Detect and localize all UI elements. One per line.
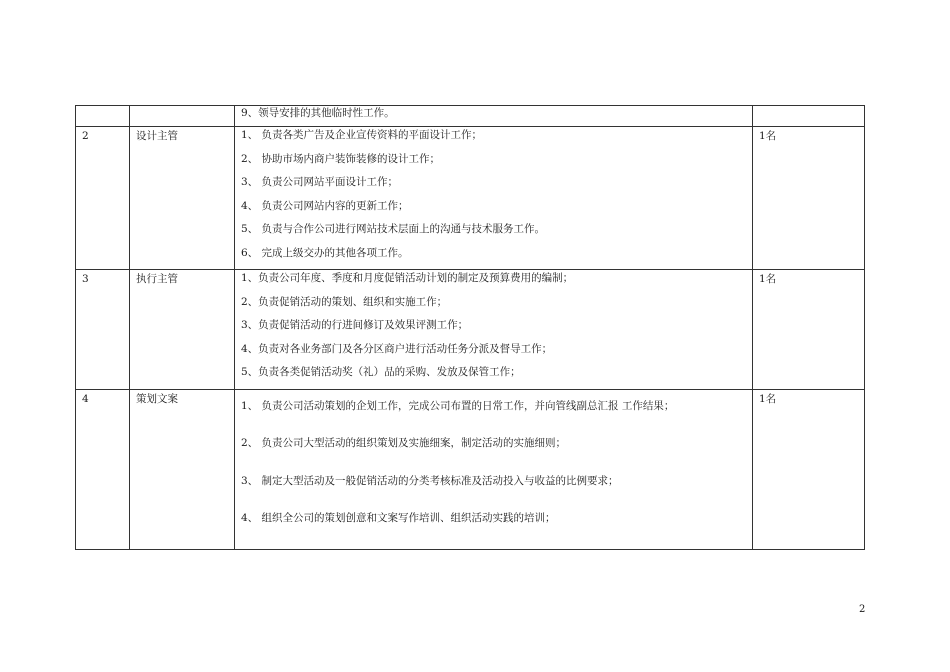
duty-item: 2、 协助市场内商户装饰装修的设计工作； — [241, 152, 441, 165]
duty-item: 4、 组织全公司的策划创意和文案写作培训、组织活动实践的培训； — [241, 512, 556, 524]
duty-item: 5、 负责与合作公司进行网站技术层面上的沟通与技术服务工作。 — [241, 223, 546, 235]
row-number-cell — [76, 106, 130, 127]
role-cell — [130, 106, 235, 127]
duty-item: 6、 完成上级交办的其他各项工作。 — [241, 246, 409, 259]
duties-cell — [235, 270, 753, 390]
duties-cell — [235, 127, 753, 270]
page-number: 2 — [859, 604, 866, 615]
table-row — [76, 127, 865, 270]
duty-item: 1、 负责公司活动策划的企划工作，完成公司布置的日常工作，并向管线副总汇报 工作结果； — [241, 399, 675, 412]
duty-item: 3、 制定大型活动及一般促销活动的分类考核标准及活动投入与收益的比例要求； — [241, 474, 619, 487]
duty-item: 1、负责公司年度、季度和月度促销活动计划的制定及预算费用的编制； — [241, 272, 574, 284]
row-number-cell: 4 — [76, 389, 130, 549]
table-row — [76, 270, 865, 390]
row-number-cell: 2 — [76, 127, 130, 270]
duty-item: 2、负责促销活动的策划、组织和实施工作； — [241, 295, 448, 308]
headcount-cell — [753, 106, 865, 127]
headcount-cell: 1名 — [753, 127, 865, 270]
duty-item: 3、 负责公司网站平面设计工作； — [241, 176, 399, 188]
role-cell: 执行主管 — [130, 270, 235, 390]
job-duties-table — [75, 105, 865, 550]
role-cell: 策划文案 — [130, 389, 235, 549]
table-row — [76, 389, 865, 549]
duty-item: 5、负责各类促销活动奖（礼）品的采购、发放及保管工作； — [241, 366, 521, 378]
table-row — [76, 106, 865, 127]
row-number-cell: 3 — [76, 270, 130, 390]
duty-item: 4、负责对各业务部门及各分区商户进行活动任务分派及督导工作； — [241, 342, 553, 355]
duties-cell — [235, 389, 753, 549]
headcount-cell: 1名 — [753, 270, 865, 390]
duties-cell — [235, 106, 753, 127]
role-cell: 设计主管 — [130, 127, 235, 270]
duty-item: 2、 负责公司大型活动的组织策划及实施细案，制定活动的实施细则； — [241, 437, 567, 449]
duty-item: 9、领导安排的其他临时性工作。 — [241, 107, 395, 119]
headcount-cell: 1名 — [753, 389, 865, 549]
duty-item: 3、负责促销活动的行进间修订及效果评测工作； — [241, 319, 469, 331]
duty-item: 4、 负责公司网站内容的更新工作； — [241, 199, 409, 212]
duty-item: 1、 负责各类广告及企业宣传资料的平面设计工作； — [241, 129, 483, 141]
